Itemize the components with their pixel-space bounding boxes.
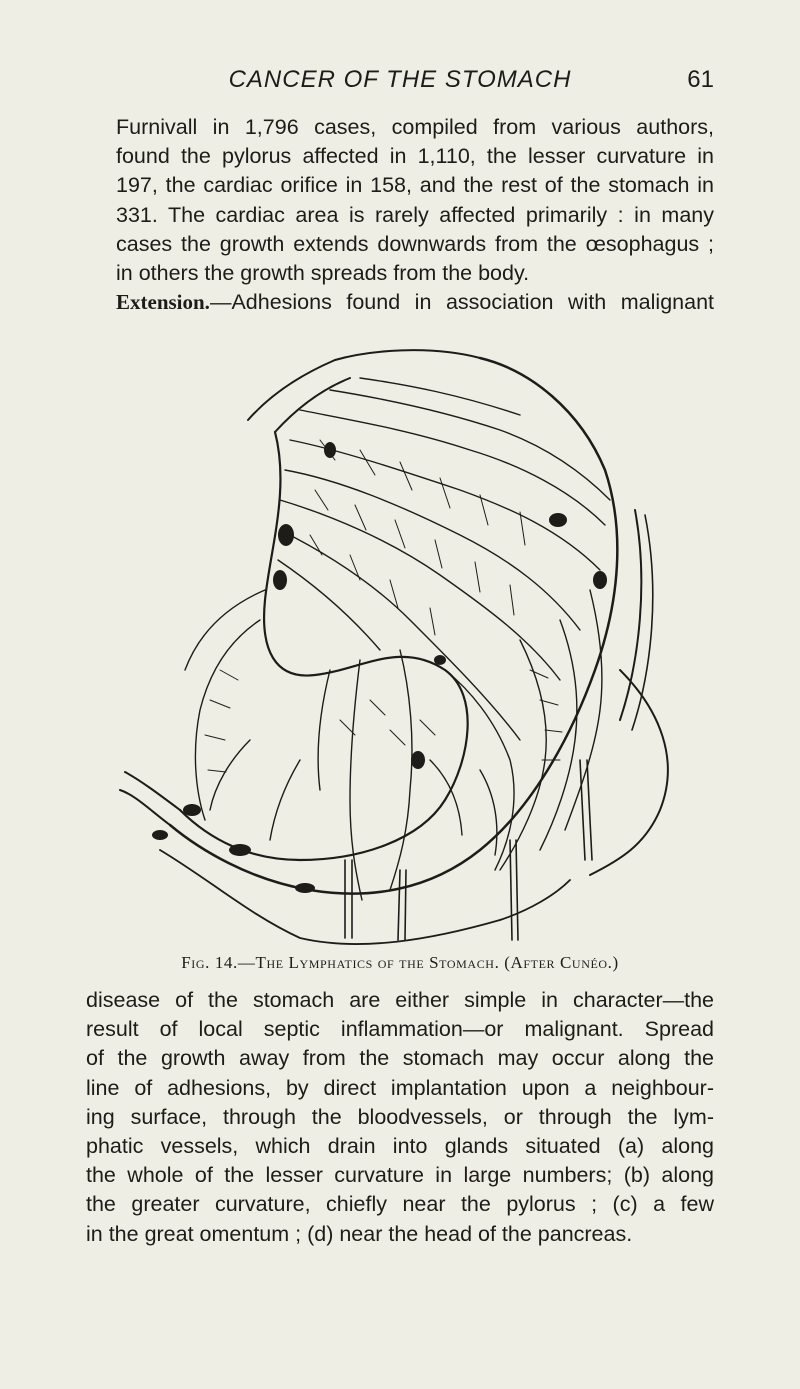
extension-line bbox=[86, 288, 714, 317]
paragraph-line: found the pylorus affected in 1,110, the lesser curvature in bbox=[116, 144, 714, 169]
paragraph-line: in the great omentum ; (d) near the head of the pancreas. bbox=[86, 1221, 633, 1246]
extension-heading: Extension. bbox=[116, 290, 210, 315]
paragraph-2 bbox=[86, 986, 714, 1249]
stomach-lymphatics-illustration bbox=[100, 340, 700, 952]
running-title: CANCER OF THE STOMACH bbox=[228, 66, 572, 93]
lymphatics-figure bbox=[100, 340, 700, 952]
paragraph-line: the whole of the lesser curvature in large numbers; (b) along bbox=[86, 1163, 714, 1188]
paragraph-line: disease of the stomach are either simple in character—the bbox=[86, 988, 714, 1012]
paragraph-line: of the growth away from the stomach may occur along the bbox=[86, 1046, 714, 1071]
running-head bbox=[0, 64, 800, 98]
paragraph-1 bbox=[86, 113, 714, 317]
paragraph-line: in others the growth spreads from the body. bbox=[116, 261, 530, 286]
figure-caption-text: Fig. 14.—The Lymphatics of the Stomach. (After Cunéo.) bbox=[181, 953, 619, 972]
paragraph-line: the greater curvature, chiefly near the pylorus ; (c) a few bbox=[86, 1192, 714, 1217]
paragraph-line: cases the growth extends downwards from the œsophagus ; bbox=[116, 231, 714, 256]
paragraph-line: 331. The cardiac area is rarely affected primarily : in many bbox=[116, 202, 714, 227]
paragraph-line: result of local septic inflammation—or malignant. Spread bbox=[86, 1017, 714, 1042]
page-number: 61 bbox=[687, 66, 714, 93]
paragraph-line: line of adhesions, by direct implantation upon a neighbour- bbox=[86, 1075, 714, 1100]
paragraph-line: ing surface, through the bloodvessels, or through the lym- bbox=[86, 1104, 714, 1129]
extension-text: —Adhesions found in association with malignant bbox=[209, 290, 714, 315]
paragraph-line: Furnivall in 1,796 cases, compiled from various authors, bbox=[116, 115, 714, 139]
figure-caption bbox=[0, 953, 800, 973]
paragraph-line: phatic vessels, which drain into glands situated (a) along bbox=[86, 1134, 714, 1159]
paragraph-line: 197, the cardiac orifice in 158, and the rest of the stomach in bbox=[116, 173, 714, 198]
